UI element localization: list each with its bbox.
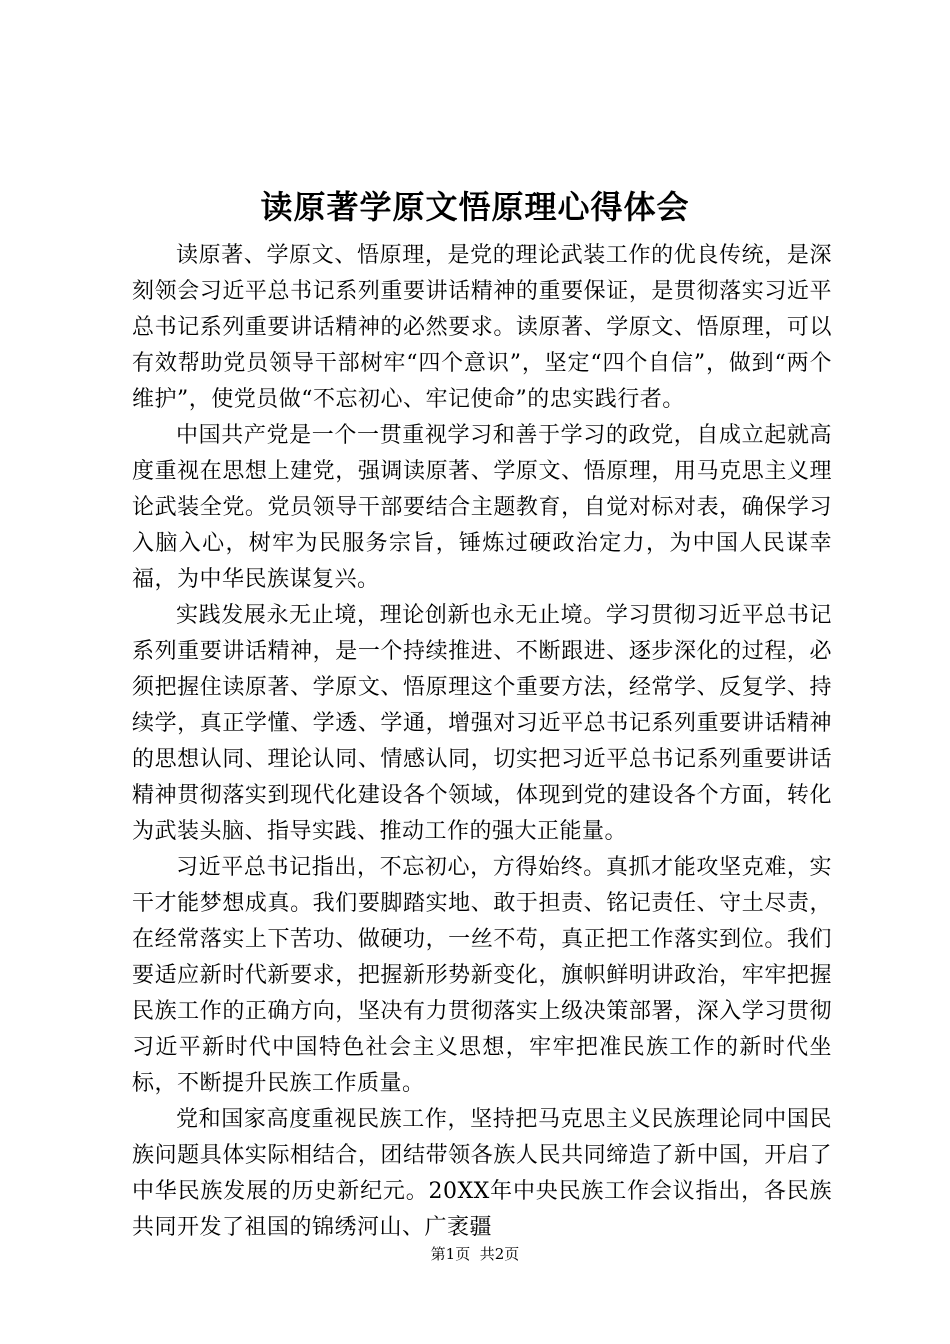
page-number: 第1页: [430, 1245, 471, 1263]
total-pages: 共2页: [479, 1245, 520, 1263]
paragraph: 党和国家高度重视民族工作，坚持把马克思主义民族理论同中国民族问题具体实际相结合，团结带领各族人民共同缔造了新中国，开启了中华民族发展的历史新纪元。20XX年中央民族工作会议指出，各民族共同开发了祖国的锦绣河山、广袤疆: [132, 1107, 832, 1240]
paragraph: 读原著、学原文、悟原理，是党的理论武装工作的优良传统，是深刻领会习近平总书记系列重要讲话精神的重要保证，是贯彻落实习近平总书记系列重要讲话精神的必然要求。读原著、学原文、悟原理，可以有效帮助党员领导干部树牢“四个意识”，坚定“四个自信”，做到“两个维护”，使党员做“不忘初心、牢记使命”的忠实践行者。: [132, 243, 832, 412]
document-title: 读原著学原文悟原理心得体会: [260, 188, 690, 226]
document-body: [132, 238, 832, 1246]
page-footer: [0, 1244, 950, 1264]
paragraph: 习近平总书记指出，不忘初心，方得始终。真抓才能攻坚克难，实干才能梦想成真。我们要脚踏实地、敢于担责、铭记责任、守土尽责，在经常落实上下苦功、做硬功，一丝不苟，真正把工作落实到位。我们要适应新时代新要求，把握新形势新变化，旗帜鲜明讲政治，牢牢把握民族工作的正确方向，坚决有力贯彻落实上级决策部署，深入学习贯彻习近平新时代中国特色社会主义思想，牢牢把准民族工作的新时代坐标，不断提升民族工作质量。: [132, 855, 832, 1096]
paragraph: 中国共产党是一个一贯重视学习和善于学习的政党，自成立起就高度重视在思想上建党，强调读原著、学原文、悟原理，用马克思主义理论武装全党。党员领导干部要结合主题教育，自觉对标对表，确保学习入脑入心，树牢为民服务宗旨，锤炼过硬政治定力，为中国人民谋幸福，为中华民族谋复兴。: [132, 423, 832, 592]
footer-spacer: [470, 1245, 480, 1263]
paragraph: 实践发展永无止境，理论创新也永无止境。学习贯彻习近平总书记系列重要讲话精神，是一个持续推进、不断跟进、逐步深化的过程，必须把握住读原著、学原文、悟原理这个重要方法，经常学、反复学、持续学，真正学懂、学透、学通，增强对习近平总书记系列重要讲话精神的思想认同、理论认同、情感认同，切实把习近平总书记系列重要讲话精神贯彻落实到现代化建设各个领域，体现到党的建设各个方面，转化为武装头脑、指导实践、推动工作的强大正能量。: [132, 603, 832, 844]
